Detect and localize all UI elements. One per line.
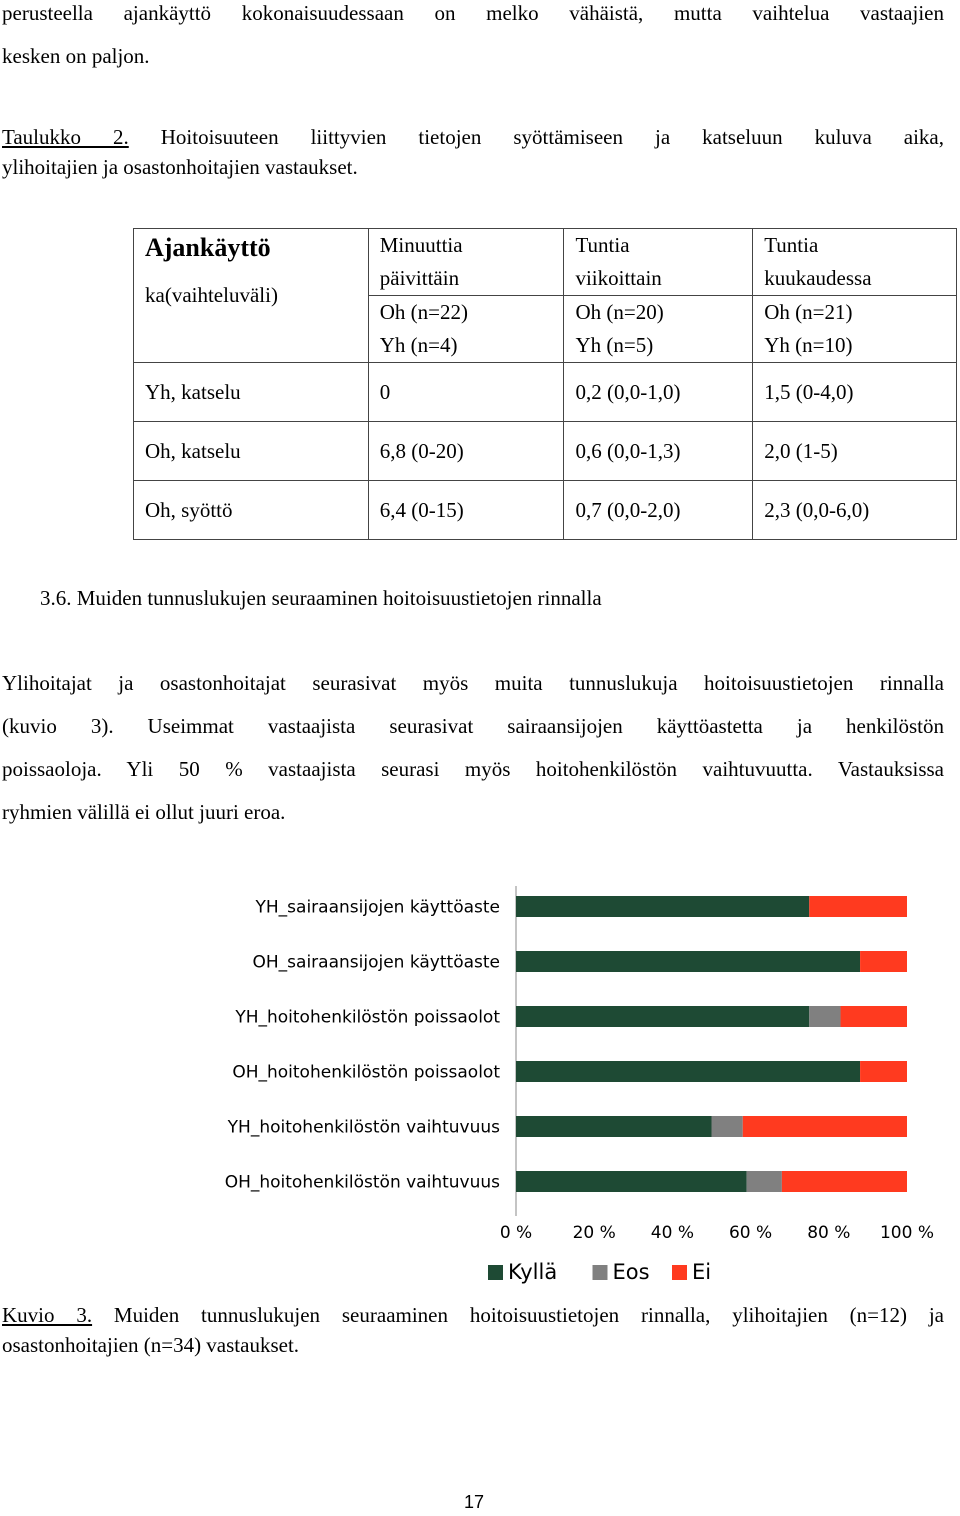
row-label: Oh, katselu <box>134 422 369 481</box>
body-line-3: poissaoloja. Yli 50 % vastaajista seurasi myös hoitohenkilöstön vaihtuvuutta. Vastauksissa <box>2 757 944 781</box>
legend-swatch <box>672 1265 687 1280</box>
bar-segment-ei <box>860 951 907 972</box>
bar-segment-kyll <box>516 896 809 917</box>
table-caption-text: Hoitoisuuteen liittyvien tietojen syöttämiseen ja katseluun kuluva aika, <box>128 125 944 149</box>
bar-segment-ei <box>860 1061 907 1082</box>
table-caption-line-1 <box>2 122 944 152</box>
row-cell: 0,6 (0,0-1,3) <box>564 422 753 481</box>
header-col1-oh: Oh (n=22) <box>379 300 468 324</box>
category-label: YH_sairaansijojen käyttöaste <box>255 897 500 918</box>
legend-label: Ei <box>692 1260 712 1284</box>
x-tick-label: 0 % <box>499 1223 533 1243</box>
intro-paragraph <box>2 0 944 78</box>
x-tick-label: 100 % <box>879 1223 935 1243</box>
bar-segment-eos <box>809 1006 840 1027</box>
header-col2-yh: Yh (n=5) <box>575 333 654 357</box>
bar-segment-kyll <box>516 1061 860 1082</box>
row-cell: 6,8 (0-20) <box>368 422 564 481</box>
bar-segment-ei <box>743 1116 907 1137</box>
header-col3-oh: Oh (n=21) <box>764 300 853 324</box>
table-row <box>134 422 957 481</box>
category-label: YH_hoitohenkilöstön poissaolot <box>235 1007 500 1028</box>
row-cell: 0,2 (0,0-1,0) <box>564 363 753 422</box>
table-header-row <box>134 229 957 363</box>
header-subtitle: ka(vaihteluväli) <box>145 283 278 307</box>
body-paragraph <box>2 662 944 834</box>
body-line-2: (kuvio 3). Useimmat vastaajista seurasivat sairaansijojen käyttöastetta ja henkilöstön <box>2 714 944 738</box>
time-use-table <box>133 228 957 540</box>
figure-caption <box>2 1300 944 1360</box>
row-cell: 1,5 (0-4,0) <box>753 363 957 422</box>
bar-segment-kyll <box>516 951 860 972</box>
bar-segment-ei <box>782 1171 907 1192</box>
x-tick-label: 40 % <box>650 1223 695 1243</box>
legend-label: Kyllä <box>508 1260 558 1284</box>
row-cell: 2,3 (0,0-6,0) <box>753 481 957 540</box>
table-row <box>134 481 957 540</box>
category-label: YH_hoitohenkilöstön vaihtuvuus <box>227 1117 500 1138</box>
row-label: Oh, syöttö <box>134 481 369 540</box>
header-col1-top2: päivittäin <box>379 266 460 290</box>
header-col3-yh: Yh (n=10) <box>764 333 853 357</box>
table-caption-line-2: ylihoitajien ja osastonhoitajien vastaukset. <box>2 155 358 179</box>
row-cell: 6,4 (0-15) <box>368 481 564 540</box>
bar-segment-kyll <box>516 1171 747 1192</box>
section-heading: 3.6. Muiden tunnuslukujen seuraaminen hoitoisuustietojen rinnalla <box>40 586 602 610</box>
bar-segment-eos <box>712 1116 743 1137</box>
page-number: 17 <box>463 1492 485 1512</box>
figure-caption-line-1 <box>2 1300 944 1330</box>
intro-line-2: kesken on paljon. <box>2 44 150 68</box>
header-col1-yh: Yh (n=4) <box>379 333 458 357</box>
bar-segment-ei <box>809 896 907 917</box>
header-cell-hours-weekly <box>564 229 753 363</box>
body-line-4: ryhmien välillä ei ollut juuri eroa. <box>2 800 286 824</box>
header-col1-top1: Minuuttia <box>379 233 463 257</box>
bar-segment-ei <box>841 1006 907 1027</box>
x-tick-label: 60 % <box>728 1223 773 1243</box>
header-col2-top1: Tuntia <box>575 233 630 257</box>
bar-segment-kyll <box>516 1116 712 1137</box>
legend-swatch <box>488 1265 503 1280</box>
table-caption <box>2 122 944 182</box>
table-row <box>134 363 957 422</box>
x-tick-label: 80 % <box>807 1223 851 1243</box>
row-cell: 2,0 (1-5) <box>753 422 957 481</box>
bar-segment-kyll <box>516 1006 809 1027</box>
legend-label: Eos <box>612 1260 650 1284</box>
category-label: OH_hoitohenkilöstön vaihtuvuus <box>224 1172 500 1193</box>
body-line-1: Ylihoitajat ja osastonhoitajat seurasivat myös muita tunnuslukuja hoitoisuustietojen rinnalla <box>2 671 944 695</box>
header-col2-oh: Oh (n=20) <box>575 300 664 324</box>
header-col2-top2: viikoittain <box>575 266 662 290</box>
legend-swatch <box>593 1265 608 1280</box>
x-tick-label: 20 % <box>572 1223 616 1243</box>
category-label: OH_sairaansijojen käyttöaste <box>252 952 500 973</box>
header-cell-time-use <box>134 229 369 363</box>
header-col3-top1: Tuntia <box>764 233 819 257</box>
figure-caption-text: Muiden tunnuslukujen seuraaminen hoitoisuustietojen rinnalla, ylihoitajien (n=12) ja <box>92 1303 944 1327</box>
header-col3-top2: kuukaudessa <box>764 266 872 290</box>
row-cell: 0 <box>368 363 564 422</box>
header-cell-hours-monthly <box>753 229 957 363</box>
header-title: Ajankäyttö <box>145 233 271 262</box>
figure-caption-line-2: osastonhoitajien (n=34) vastaukset. <box>2 1333 300 1357</box>
bar-segment-eos <box>747 1171 782 1192</box>
table-caption-label: Taulukko 2. <box>2 125 129 149</box>
stacked-bar-chart <box>222 884 942 1294</box>
category-label: OH_hoitohenkilöstön poissaolot <box>232 1062 500 1083</box>
row-label: Yh, katselu <box>134 363 369 422</box>
row-cell: 0,7 (0,0-2,0) <box>564 481 753 540</box>
header-cell-minutes-daily <box>368 229 564 363</box>
intro-line-1: perusteella ajankäyttö kokonaisuudessaan on melko vähäistä, mutta vaihtelua vastaajien <box>2 1 944 25</box>
figure-caption-label: Kuvio 3. <box>2 1303 93 1327</box>
